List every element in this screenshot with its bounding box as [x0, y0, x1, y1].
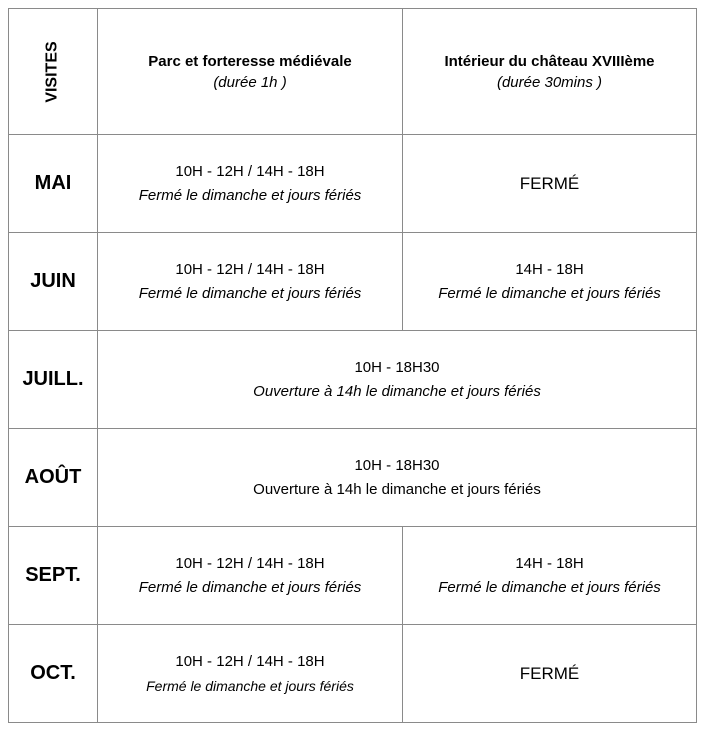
month-label: AOÛT	[24, 466, 82, 488]
merged-cell	[98, 331, 697, 429]
parc-note: Fermé le dimanche et jours fériés	[146, 677, 354, 694]
chateau-closed: FERMÉ	[519, 663, 580, 683]
chateau-cell	[403, 625, 697, 723]
month-cell	[9, 527, 98, 625]
chateau-hours: 14H - 18H	[515, 260, 584, 278]
chateau-hours: 14H - 18H	[515, 554, 584, 572]
col-parc-duration: (durée 1h )	[213, 73, 287, 91]
parc-hours: 10H - 12H / 14H - 18H	[175, 554, 325, 572]
table-row	[9, 135, 697, 233]
table-row	[9, 429, 697, 527]
month-label: SEPT.	[25, 564, 81, 586]
merged-hours: 10H - 18H30	[354, 358, 440, 376]
chateau-closed: FERMÉ	[519, 173, 580, 193]
table-row	[9, 233, 697, 331]
merged-hours: 10H - 18H30	[354, 456, 440, 474]
month-cell	[9, 625, 98, 723]
schedule-table	[8, 8, 697, 723]
col-chateau-title: Intérieur du château XVIIIème	[444, 52, 655, 70]
chateau-cell	[403, 135, 697, 233]
month-label: JUIN	[30, 270, 76, 292]
parc-note: Fermé le dimanche et jours fériés	[138, 578, 362, 596]
col-parc-header	[98, 9, 403, 135]
parc-note: Fermé le dimanche et jours fériés	[138, 284, 362, 302]
chateau-cell	[403, 527, 697, 625]
month-cell	[9, 233, 98, 331]
col-chateau-header	[403, 9, 697, 135]
visites-header-cell	[9, 9, 98, 135]
month-label: OCT.	[30, 662, 76, 684]
header-row	[9, 9, 697, 135]
parc-cell	[98, 625, 403, 723]
parc-hours: 10H - 12H / 14H - 18H	[175, 652, 325, 670]
parc-cell	[98, 527, 403, 625]
chateau-cell	[403, 233, 697, 331]
chateau-note: Fermé le dimanche et jours fériés	[438, 284, 661, 302]
visites-label: VISITES	[43, 40, 61, 103]
table-row	[9, 331, 697, 429]
month-cell	[9, 429, 98, 527]
merged-note: Ouverture à 14h le dimanche et jours fériés	[253, 480, 541, 498]
parc-hours: 10H - 12H / 14H - 18H	[175, 162, 325, 180]
month-label: MAI	[34, 172, 72, 194]
chateau-note: Fermé le dimanche et jours fériés	[438, 578, 661, 596]
month-cell	[9, 331, 98, 429]
month-cell	[9, 135, 98, 233]
table-row	[9, 527, 697, 625]
month-label: JUILL.	[22, 368, 84, 390]
parc-hours: 10H - 12H / 14H - 18H	[175, 260, 325, 278]
parc-cell	[98, 135, 403, 233]
col-parc-title: Parc et forteresse médiévale	[148, 52, 352, 70]
parc-note: Fermé le dimanche et jours fériés	[138, 186, 362, 204]
col-chateau-duration: (durée 30mins )	[496, 73, 603, 91]
merged-note: Ouverture à 14h le dimanche et jours fériés	[253, 382, 541, 400]
merged-cell	[98, 429, 697, 527]
parc-cell	[98, 233, 403, 331]
table-row	[9, 625, 697, 723]
